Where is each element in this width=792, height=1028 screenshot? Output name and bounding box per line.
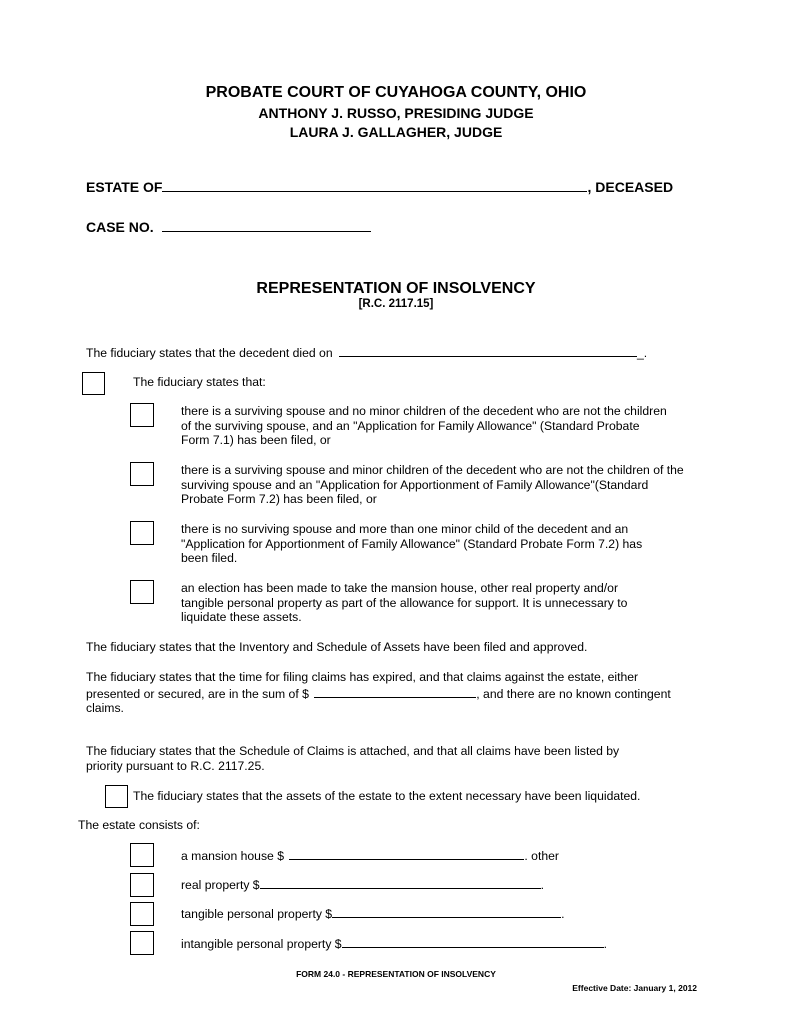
claims-statement (86, 670, 726, 716)
judge-name: LAURA J. GALLAGHER, JUDGE (289, 124, 503, 140)
option-1-line-2: of the surviving spouse, and an "Application for Family Allowance" (Standard Probate (181, 418, 640, 433)
states-that-label: The fiduciary states that: (133, 375, 266, 389)
option-2-line-2: surviving spouse and an "Application for Apportionment of Family Allowance"(Standard (181, 477, 649, 492)
claims-line-3: claims. (86, 701, 124, 716)
statute-reference: [R.C. 2117.15] (358, 298, 434, 310)
estate-of-row (86, 179, 673, 195)
presiding-judge: ANTHONY J. RUSSO, PRESIDING JUDGE (258, 105, 534, 121)
mansion-house-label: a mansion house $ (181, 849, 284, 863)
intangible-property-checkbox[interactable] (130, 931, 154, 955)
tangible-property-row (181, 905, 564, 922)
estate-of-label: ESTATE OF (86, 179, 163, 195)
intangible-property-field[interactable] (342, 935, 604, 948)
option-4-line-1: an election has been made to take the mansion house, other real property and/or (181, 581, 619, 595)
intangible-property-label: intangible personal property $ (181, 937, 342, 951)
died-on-label: The fiduciary states that the decedent died on (86, 346, 333, 360)
intangible-property-suffix: . (603, 937, 607, 951)
option-text-1 (181, 404, 741, 448)
mansion-house-field[interactable] (289, 847, 524, 860)
liquidated-checkbox[interactable] (105, 785, 128, 808)
tangible-property-checkbox[interactable] (130, 902, 154, 926)
mansion-house-row (181, 847, 559, 864)
option-text-2 (181, 463, 761, 507)
option-2-line-3: Probate Form 7.2) has been filed, or (181, 492, 377, 507)
option-text-3 (181, 522, 741, 566)
option-3-line-3: been filed. (181, 551, 238, 566)
option-3-line-1: there is no surviving spouse and more than one minor child of the decedent and an (181, 522, 629, 536)
tangible-property-field[interactable] (332, 905, 561, 918)
died-on-row (86, 344, 647, 361)
mansion-house-checkbox[interactable] (130, 843, 154, 867)
states-that-checkbox[interactable] (82, 372, 105, 395)
case-no-field[interactable] (162, 219, 371, 232)
claims-sum-field[interactable] (314, 685, 476, 698)
claims-sum-label: presented or secured, are in the sum of $ (86, 686, 309, 701)
footer-form-name: FORM 24.0 - REPRESENTATION OF INSOLVENCY (296, 969, 496, 979)
death-date-field[interactable] (339, 344, 637, 357)
case-no-label: CASE NO. (86, 219, 154, 235)
intangible-property-row (181, 935, 607, 952)
real-property-label: real property $ (181, 878, 260, 892)
option-1-line-1: there is a surviving spouse and no minor children of the decedent who are not the children (181, 404, 667, 418)
schedule-statement (86, 744, 726, 773)
footer-effective-date: Effective Date: January 1, 2012 (572, 983, 697, 993)
option-text-4 (181, 581, 741, 625)
real-property-field[interactable] (260, 876, 541, 889)
schedule-line-2: priority pursuant to R.C. 2117.25. (86, 758, 265, 773)
option-checkbox-4[interactable] (130, 580, 154, 604)
claims-line-1: The fiduciary states that the time for filing claims has expired, and that claims against the estate, either (86, 670, 639, 684)
claims-line-2 (86, 685, 726, 702)
claims-sum-suffix: , and there are no known contingent (476, 686, 671, 701)
option-checkbox-1[interactable] (130, 403, 154, 427)
option-2-line-1: there is a surviving spouse and minor children of the decedent who are not the children of the (181, 463, 684, 477)
option-3-line-2: "Application for Apportionment of Family Allowance" (Standard Probate Form 7.2) has (181, 536, 643, 551)
option-checkbox-3[interactable] (130, 521, 154, 545)
deceased-label: , DECEASED (587, 179, 674, 195)
tangible-property-label: tangible personal property $ (181, 907, 333, 921)
court-name: PROBATE COURT OF CUYAHOGA COUNTY, OHIO (205, 84, 587, 101)
option-4-line-2: tangible personal property as part of the allowance for support. It is unnecessary to (181, 595, 628, 610)
real-property-row (181, 876, 544, 893)
real-property-suffix: . (540, 878, 544, 892)
option-1-line-3: Form 7.1) has been filed, or (181, 433, 331, 448)
liquidated-statement: The fiduciary states that the assets of the estate to the extent necessary have been liquidated. (133, 789, 641, 803)
estate-consists-label: The estate consists of: (78, 818, 200, 832)
died-on-suffix: _. (637, 346, 648, 360)
tangible-property-suffix: . (561, 907, 565, 921)
inventory-statement: The fiduciary states that the Inventory and Schedule of Assets have been filed and approved. (86, 640, 588, 654)
real-property-checkbox[interactable] (130, 873, 154, 897)
option-4-line-3: liquidate these assets. (181, 610, 302, 625)
option-checkbox-2[interactable] (130, 462, 154, 486)
schedule-line-1: The fiduciary states that the Schedule of Claims is attached, and that all claims have been listed by (86, 744, 620, 758)
estate-name-field[interactable] (162, 179, 587, 192)
form-title: REPRESENTATION OF INSOLVENCY (256, 280, 536, 297)
case-no-row (86, 219, 371, 235)
mansion-house-suffix: . other (524, 849, 559, 863)
